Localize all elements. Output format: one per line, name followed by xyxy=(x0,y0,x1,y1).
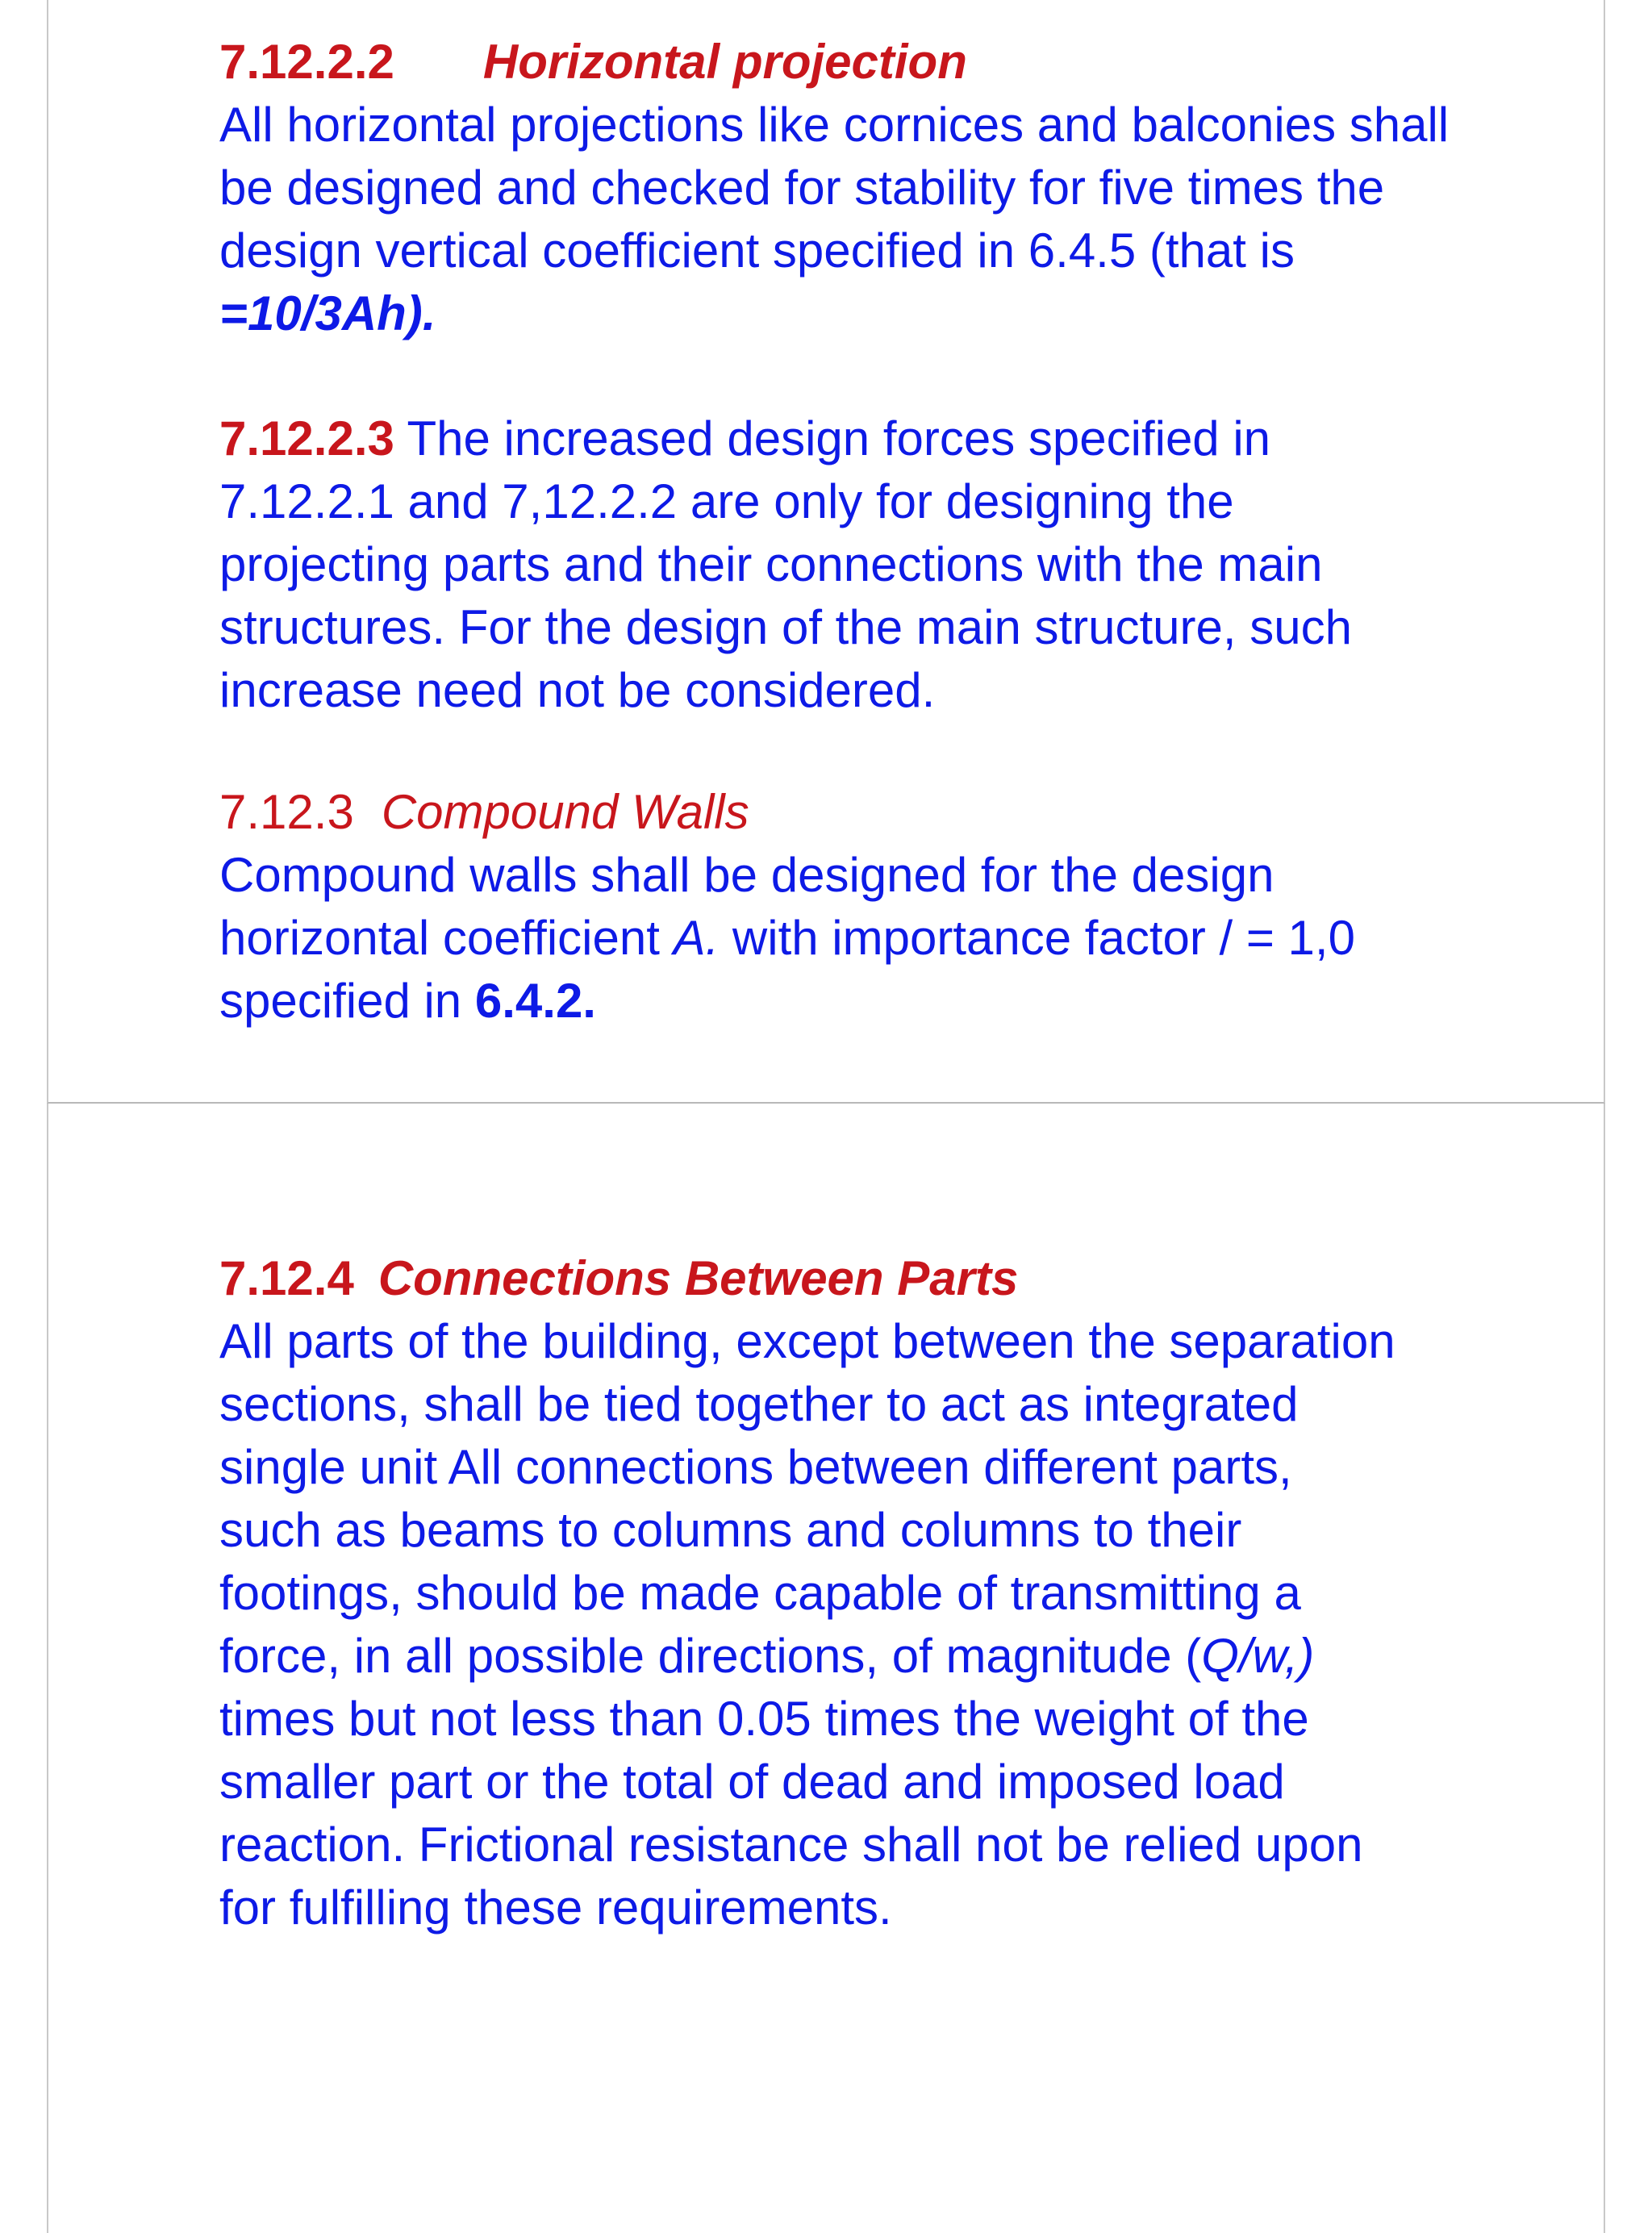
body-line: Compound walls shall be designed for the design xyxy=(219,848,1274,902)
body-line: be designed and checked for stability for five times the xyxy=(219,161,1385,215)
section-number: 7.12.3 xyxy=(219,785,354,839)
section-7-12-3 xyxy=(219,781,1591,1033)
clause-reference: 6.4.2. xyxy=(474,974,596,1028)
body-line: design vertical coefficient specified in 6.4.5 (that is xyxy=(219,223,1295,278)
body-line: All horizontal projections like cornices and balconies shall xyxy=(219,98,1450,152)
body-line: increase need not be considered. xyxy=(219,663,936,717)
body-line: projecting parts and their connections with the main xyxy=(219,537,1323,591)
body-line: sections, shall be tied together to act as integrated xyxy=(219,1377,1299,1431)
body-line: reaction. Frictional resistance shall not be relied upon xyxy=(219,1818,1363,1872)
body-line: footings, should be made capable of transmitting a xyxy=(219,1566,1301,1620)
section-7-12-2-2 xyxy=(219,31,1591,345)
formula: =10/3Ah). xyxy=(219,286,436,340)
slide-bottom xyxy=(47,1104,1605,2233)
body-line: times but not less than 0.05 times the weight of the xyxy=(219,1692,1309,1746)
body-text: force, in all possible directions, of magnitude ( xyxy=(219,1629,1202,1683)
section-title: Connections Between Parts xyxy=(378,1251,1019,1305)
body-text: specified in xyxy=(219,974,475,1028)
body-line: 7.12.2.1 and 7,12.2.2 are only for designing the xyxy=(219,474,1234,528)
section-number: 7.12.2.2 xyxy=(219,35,394,89)
body-text: horizontal coefficient xyxy=(219,911,674,965)
body-line: such as beams to columns and columns to their xyxy=(219,1503,1242,1557)
section-number: 7.12.2.3 xyxy=(219,411,394,465)
section-7-12-4 xyxy=(219,1247,1591,1939)
body-text: The increased design forces specified in xyxy=(407,411,1271,465)
body-text: with importance factor / = 1,0 xyxy=(719,911,1355,965)
section-title: Compound Walls xyxy=(381,785,749,839)
magnitude-symbol: Q/w,) xyxy=(1201,1629,1315,1683)
section-number: 7.12.4 xyxy=(219,1251,354,1305)
slide-top xyxy=(47,0,1605,1104)
symbol-a: A. xyxy=(673,911,720,965)
body-line: All parts of the building, except between the separation xyxy=(219,1314,1395,1368)
body-line: single unit All connections between different parts, xyxy=(219,1440,1292,1494)
body-line: for fulfilling these requirements. xyxy=(219,1880,892,1935)
section-title: Horizontal projection xyxy=(482,35,967,89)
body-line: smaller part or the total of dead and imposed load xyxy=(219,1755,1285,1809)
body-line: structures. For the design of the main structure, such xyxy=(219,600,1352,654)
section-7-12-2-3 xyxy=(219,407,1591,722)
